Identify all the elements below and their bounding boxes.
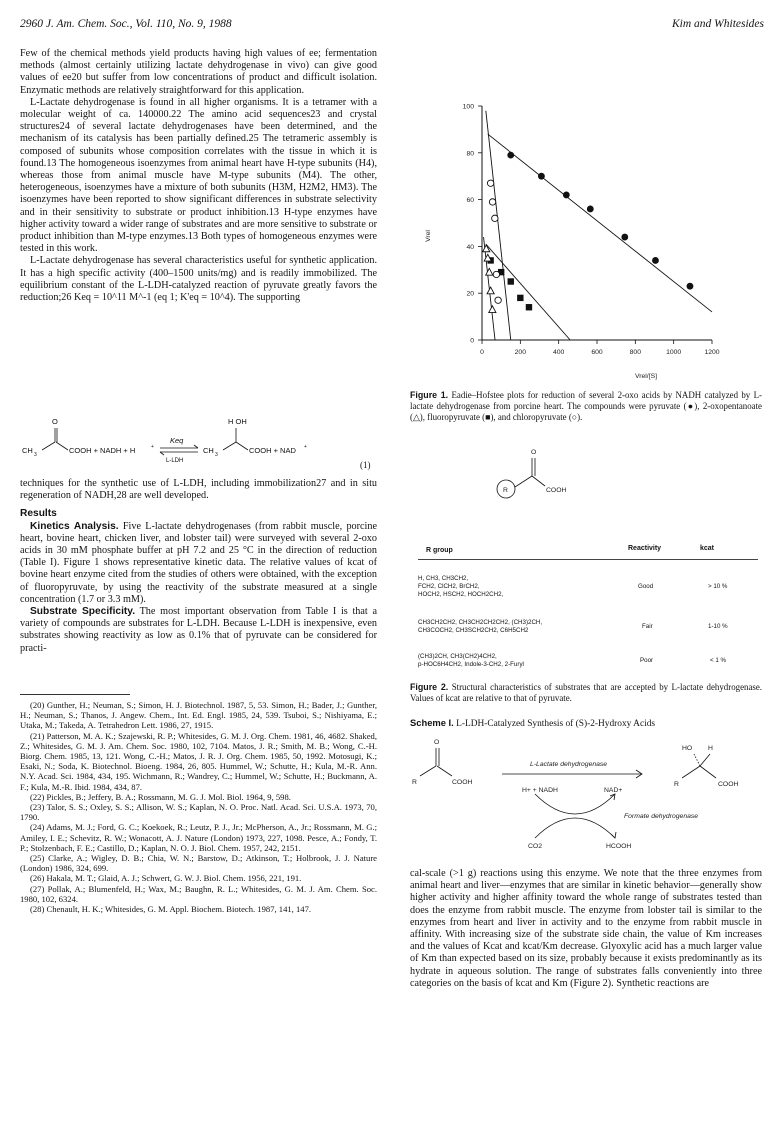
- eq-number: (1): [360, 460, 371, 470]
- footnote-25: (25) Clarke, A.; Wigley, D. B.; Chia, W. N.; Barstow, D.; Atkinson, T.; Holbrook, J. J. Nature (London) 1986, 324, 699.: [20, 853, 377, 874]
- x-tick-label: 1000: [666, 349, 682, 356]
- data-point: [487, 180, 493, 186]
- scheme-r-right: R: [674, 781, 679, 788]
- y-tick-label: 60: [466, 197, 474, 205]
- paragraph-intro: Few of the chemical methods yield products having high values of ee; fermentation methods (almost certainly utilizing lactate dehydrogenase in vivo) can give good values of ee20 but suffer from low concentrations of product and difficult isolation. Enzymatic methods are relatively straightforward for this application.: [20, 48, 377, 96]
- substrate-heading: Substrate Specificity.: [30, 606, 136, 618]
- scheme-r-left: R: [412, 779, 417, 786]
- y-tick-label: 20: [466, 290, 474, 298]
- equation-1: [20, 410, 377, 472]
- fig2-header-reactivity: Reactivity: [628, 545, 662, 552]
- fig2-row1-group2: FCH2, ClCH2, BrCH2,: [418, 583, 480, 590]
- fig2-row2-kcat: 1-10 %: [708, 623, 728, 630]
- x-tick-label: 1200: [704, 349, 720, 356]
- paragraph-ldh-structure: L-Lactate dehydrogenase is found in all higher organisms. It is a tetramer with a molecular weight of ca. 140000.22 The amino acid sequences23 and crystal structures24 of several lactate dehydrogenases have been determined, and the mechanism of its catalysis has been partially defined.25 The tetrameric assembly is composed of subunits whose composition correlates with the tissue in which it is found.13 The homogeneous isoenzymes from animal heart have H-type subunits (H4), whereas those from animal muscle have M-type subunits (M4). The other, heterogeneous, isoenzymes have a mixture of both subunits (H3M, H2M2, HM3). The isoenzymes have been reported to show significant differences in substrate selectivity and in their sensitivity to substrate or product inhibition.13 H-type enzymes have higher activity toward a wider range of substrates and are more sensitive to substrate or product inhibition than M-type enzymes.13 Both types of homogeneous enzymes were tested in this work.: [20, 96, 377, 255]
- fit-line: [486, 111, 511, 340]
- fig2-row2-group1: CH3CH2CH2, CH3CH2CH2CH2, (CH3)2CH,: [418, 619, 543, 626]
- right-column-text: [410, 868, 762, 990]
- scheme-title-head: Scheme I.: [410, 717, 454, 728]
- data-point: [538, 173, 545, 180]
- scheme-cooh-left: COOH: [452, 779, 473, 786]
- figure-1-caption: [410, 390, 762, 422]
- eq-arrow-top: Keq: [170, 436, 184, 445]
- results-heading: Results: [20, 508, 57, 520]
- paragraph-ldh-characteristics: L-Lactate dehydrogenase has several characteristics useful for synthetic application. It has a high specific activity (400–1500 units/mg) and is readily immobilized. The equilibrium constant of the L-LDH-catalyzed reaction of pyruvate greatly favors the reduction;26 Keq = 10^11 M^-1 (eq 1; K'eq = 10^4). The supporting: [20, 255, 377, 304]
- author-header: Kim and Whitesides: [672, 18, 764, 30]
- scheme-title-text: L-LDH-Catalyzed Synthesis of (S)-2-Hydroxy Acids: [456, 719, 656, 729]
- fig2-row2-reactivity: Fair: [642, 623, 653, 630]
- figure-2-caption-text: Structural characteristics of substrates that are accepted by L-lactate dehydrogenase. Values of kcat are relative to that of pyruvate.: [410, 682, 762, 703]
- fig2-row1-reactivity: Good: [638, 583, 654, 590]
- data-point: [483, 245, 490, 252]
- scheme-title: [410, 718, 762, 730]
- svg-text:+: +: [304, 444, 307, 450]
- fig1-y-axis-label: Vrel: [425, 230, 432, 242]
- svg-text:COOH + NAD: COOH + NAD: [249, 446, 296, 455]
- footnotes: [20, 700, 377, 914]
- scheme-nad: NAD+: [604, 787, 623, 794]
- footnote-24: (24) Adams, M. J.; Ford, G. C.; Koekoek, R.; Leutz, P. J., Jr.; McPherson, A., Jr.; Rossmann, M. G.; Amiley, I. E.; Schevitz, R. W.; Wonacott, A. J. Nature (London) 1973, 227, 1098. Pesce, A.; Fondy, T. P.; Stolzenbach, F. E.; Castillo, D.; Kaplan, N. O. J. Biol. Chem. 1957, 242, 2151.: [20, 822, 377, 853]
- footnote-23: (23) Talor, S. S.; Oxley, S. S.; Allison, W. S.; Kaplan, N. O. Proc. Natl. Acad. Sci. U.S.A. 1973, 70, 1790.: [20, 802, 377, 823]
- footnote-20: (20) Gunther, H.; Neuman, S.; Simon, H. J. Biotechnol. 1987, 5, 53. Simon, H.; Bader, J.; Gunther, H.; Neuman, S.; Thanos, J. Angew. Chem., Int. Ed. Engl. 1985, 24, 539. Tsuboi, S.; Nishiyama, E.; Utaka, M.; Takeda, A. Tetrahedron Lett. 1986, 27, 1915.: [20, 700, 377, 731]
- figure-1-chart: [410, 88, 760, 388]
- figure-2-table: [418, 545, 758, 668]
- fig2-row3-group1: (CH3)2CH, CH3(CH2)4CH2,: [418, 653, 497, 660]
- scheme-h: H: [708, 745, 713, 752]
- x-tick-label: 600: [591, 349, 603, 356]
- fig2-row3-group2: p-HOC6H4CH2, Indole-3-CH2, 2-Furyl: [418, 661, 524, 668]
- footnote-28: (28) Chenault, H. K.; Whitesides, G. M. Appl. Biochem. Biotech. 1987, 141, 147.: [30, 904, 312, 915]
- footnote-22: (22) Pickles, B.; Jeffery, B. A.; Rossmann, M. G. J. Mol. Biol. 1964, 9, 598.: [30, 791, 291, 802]
- x-tick-label: 800: [629, 349, 642, 356]
- data-point: [517, 295, 523, 301]
- figure-2-caption: [410, 682, 762, 704]
- data-point: [492, 215, 498, 221]
- footnote-26: (26) Hakala, M. T.; Glaid, A. J.; Schwert, G. W. J. Biol. Chem. 1956, 221, 191.: [30, 873, 302, 884]
- kinetics-heading: Kinetics Analysis.: [30, 520, 119, 532]
- y-tick-label: 80: [466, 150, 474, 158]
- data-point: [621, 234, 628, 241]
- substrate-text: The most important observation from Table I is that a variety of compounds are substrates for L-LDH. Because L-LDH is inexpensive, even substrates showing reactivity as low as 0.1% that of pyruvate can be considered for practi-: [20, 606, 377, 654]
- data-point: [495, 297, 501, 303]
- data-point: [487, 287, 494, 294]
- fig2-row3-reactivity: Poor: [640, 657, 654, 664]
- data-point: [508, 278, 514, 284]
- eq-arrow-bottom: L-LDH: [166, 458, 184, 464]
- figure-1-caption-text: Eadie–Hofstee plots for reduction of several 2-oxo acids by NADH catalyzed by L-lactate dehydrogenase from porcine heart. The compounds were pyruvate (●), 2-oxopentanoate (△), fluoropyruvate (■), and chloropyruvate (○).: [410, 390, 762, 422]
- paragraph-substrate: [20, 606, 377, 655]
- fig2-header-kcat: kcat: [700, 545, 715, 552]
- figure-2-caption-head: Figure 2.: [410, 682, 449, 692]
- data-point: [489, 306, 496, 313]
- y-tick-label: 100: [462, 103, 474, 111]
- figure-2-structure: [410, 430, 762, 510]
- y-tick-label: 0: [470, 337, 474, 345]
- paragraph-kinetics: [20, 521, 377, 606]
- figure-1-caption-head: Figure 1.: [410, 390, 449, 400]
- data-point: [489, 199, 495, 205]
- x-tick-label: 400: [552, 349, 565, 356]
- svg-text:3: 3: [215, 452, 218, 458]
- data-point: [507, 152, 514, 159]
- fig1-x-axis-label: Vrel/[S]: [634, 373, 658, 380]
- fit-line: [486, 244, 570, 340]
- y-tick-label: 40: [466, 243, 474, 251]
- scheme-co2: CO2: [528, 843, 542, 850]
- left-column-intro: [20, 48, 377, 304]
- data-point: [587, 206, 594, 213]
- paragraph-practical-scale: cal-scale (>1 g) reactions using this enzyme. We note that the three enzymes from animal heart and liver—enzymes that are similar in kinetic behavior—generally show higher activity and higher affinity toward the whole range of substrates tested than does the enzyme from rabbit muscle. The enzyme from lobster tail is similar to the enzymes from heart and liver in activity and to the enzyme from rabbit muscle in affinity. With increasing size of the substrate side chain, the value of Km increases and the values of Kcat and kcat/Km decrease. Glyoxylic acid has a much larger value of Km than expected based on its size, probably because it exists predominantly as its hydrate in aqueous solution. The range of substrates falls conveniently into three categories on the basis of kcat and Km (Figure 2). Synthetic reactions are: [410, 868, 762, 989]
- fig2-row1-kcat: > 10 %: [708, 583, 728, 590]
- data-point: [687, 283, 694, 290]
- x-tick-label: 200: [514, 349, 527, 356]
- fig2-acid-label: COOH: [546, 487, 567, 494]
- x-tick-label: 0: [480, 349, 484, 356]
- data-point: [652, 257, 659, 264]
- scheme-ho: HO: [682, 745, 693, 752]
- footnote-27: (27) Pollak, A.; Blumenfeld, H.; Wax, M.; Baughn, R. L.; Whitesides, G. M. J. Am. Chem. Soc. 1980, 102, 6324.: [20, 883, 377, 904]
- svg-text:O: O: [531, 449, 537, 456]
- svg-text:CH: CH: [203, 446, 214, 455]
- fig2-row2-group2: CH3COCH2, CH3SCH2CH2, C6H5CH2: [418, 627, 529, 634]
- scheme-hcooh: HCOOH: [606, 843, 632, 850]
- svg-text:3: 3: [34, 452, 37, 458]
- journal-header: 2960 J. Am. Chem. Soc., Vol. 110, No. 9, 1988: [20, 18, 232, 30]
- fit-line: [488, 134, 712, 312]
- svg-text:CH: CH: [22, 446, 33, 455]
- fig2-row3-kcat: < 1 %: [710, 657, 726, 664]
- kinetics-text: Five L-lactate dehydrogenases (from rabbit muscle, porcine heart, bovine heart, chicken liver, and lobster tail) were surveyed with several 2-oxo acids in 30 mM phosphate buffer at pH 7.2 and 25 °C in the direction of reduction (Table I). Figure 1 shows representative kinetic data. The relative values of kcat of bovine heart enzyme cited from the studies of others were obtained, with the exception of fluoropyruvate, by using the reactivity of the substrate measured at a single concentration (1.7 or 3.3 mM).: [20, 520, 377, 605]
- data-point: [526, 304, 532, 310]
- svg-text:O: O: [52, 417, 58, 426]
- fig2-row1-group3: HOCH2, HSCH2, HOCH2CH2,: [418, 591, 504, 598]
- svg-text:COOH + NADH + H: COOH + NADH + H: [69, 446, 136, 455]
- paragraph-techniques: techniques for the synthetic use of L-LDH, including immobilization27 and in situ regeneration of NADH,28 are well developed.: [20, 478, 377, 502]
- data-point: [493, 271, 499, 277]
- scheme-enzyme-bottom: Formate dehydrogenase: [624, 813, 699, 820]
- footnote-21: (21) Patterson, M. A. K.; Szajewski, R. P.; Whitesides, G. M. J. Org. Chem. 1981, 46, 4682. Shaked, Z.; Whitesides, G. M. J. Am. Chem. Soc. 1980, 102, 7104. Matos, J. R.; Smith, M. B.; Wong, C.-H. Biorg. Chem. 1985, 13, 121. Wong, C.-H.; Matos, J. R. J. Org. Chem. 1985, 50, 1992. Motosugi, K.; Esaki, N.; Soda, K. Biotechnol. Bioeng. 1984, 26, 805. Hummel, W.; Schutte, H.; Kula, M.-R. Ann. N.Y. Acad. Sci. 1984, 434, 195. Wichmann, R.; Wandrey, C.; Hummel, W.; Schutte, H.; Buckmann, A. F.; Kula, M.-R. Ibid. 1984, 434, 87.: [20, 730, 377, 792]
- svg-text:H OH: H OH: [228, 417, 247, 426]
- scheme-o-label: O: [434, 739, 440, 746]
- scheme-1-diagram: [410, 734, 762, 854]
- svg-text:+: +: [151, 444, 154, 450]
- data-point: [563, 192, 570, 199]
- fig2-r-label: R: [503, 487, 508, 494]
- scheme-enzyme-top: L-Lactate dehydrogenase: [530, 761, 608, 768]
- fig2-header-rgroup: R group: [426, 547, 453, 554]
- fig2-row1-group1: H, CH3, CH3CH2,: [418, 575, 469, 582]
- left-column-results: [20, 478, 377, 655]
- scheme-cooh-right: COOH: [718, 781, 739, 788]
- footnote-rule: [20, 694, 130, 695]
- scheme-h-nadh: H+ + NADH: [522, 787, 558, 794]
